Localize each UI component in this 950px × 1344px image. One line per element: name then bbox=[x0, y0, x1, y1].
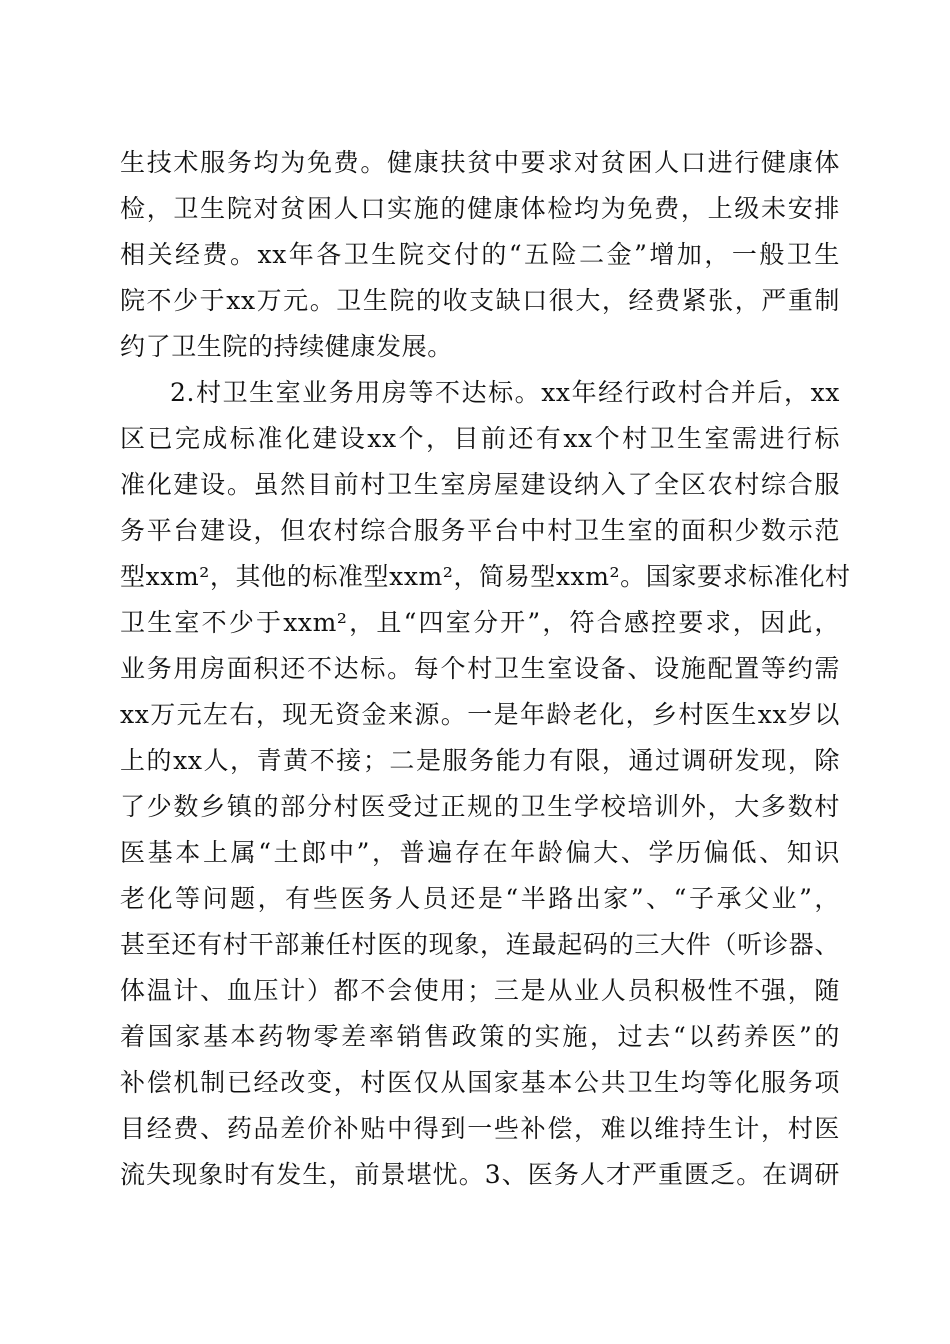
text-line: 医基本上属“土郎中”，普遍存在年龄偏大、学历偏低、知识 bbox=[120, 838, 840, 867]
text-line: 着国家基本药物零差率销售政策的实施，过去“以药养医”的 bbox=[120, 1022, 840, 1051]
text-line: xx万元左右，现无资金来源。一是年龄老化，乡村医生xx岁以 bbox=[120, 700, 840, 729]
text-line: 区已完成标准化建设xx个，目前还有xx个村卫生室需进行标 bbox=[120, 424, 840, 453]
text-line: 补偿机制已经改变，村医仅从国家基本公共卫生均等化服务项 bbox=[120, 1068, 840, 1097]
text-line: 体温计、血压计）都不会使用；三是从业人员积极性不强，随 bbox=[120, 976, 840, 1005]
body-text bbox=[120, 140, 851, 1198]
text-line: 准化建设。虽然目前村卫生室房屋建设纳入了全区农村综合服 bbox=[120, 470, 840, 499]
text-line: 生技术服务均为免费。健康扶贫中要求对贫困人口进行健康体 bbox=[120, 148, 840, 177]
text-line: 型xxm²，其他的标准型xxm²，简易型xxm²。国家要求标准化村 bbox=[120, 562, 851, 591]
text-line: 目经费、药品差价补贴中得到一些补偿，难以维持生计，村医 bbox=[120, 1114, 840, 1143]
text-line: 流失现象时有发生，前景堪忧。3、医务人才严重匮乏。在调研 bbox=[120, 1160, 840, 1189]
text-line: 甚至还有村干部兼任村医的现象，连最起码的三大件（听诊器、 bbox=[120, 930, 840, 959]
text-line: 2.村卫生室业务用房等不达标。xx年经行政村合并后，xx bbox=[170, 378, 840, 407]
text-line: 务平台建设，但农村综合服务平台中村卫生室的面积少数示范 bbox=[120, 516, 840, 545]
text-line: 卫生室不少于xxm²，且“四室分开”，符合感控要求，因此， bbox=[120, 608, 840, 637]
text-line: 检，卫生院对贫困人口实施的健康体检均为免费，上级未安排 bbox=[120, 194, 840, 223]
text-line: 业务用房面积还不达标。每个村卫生室设备、设施配置等约需 bbox=[120, 654, 840, 683]
text-line: 上的xx人，青黄不接；二是服务能力有限，通过调研发现，除 bbox=[120, 746, 840, 775]
text-line: 院不少于xx万元。卫生院的收支缺口很大，经费紧张，严重制 bbox=[120, 286, 840, 315]
text-line: 老化等问题，有些医务人员还是“半路出家”、“子承父业”， bbox=[120, 884, 840, 913]
text-line: 约了卫生院的持续健康发展。 bbox=[120, 332, 453, 361]
text-line: 相关经费。xx年各卫生院交付的“五险二金”增加，一般卫生 bbox=[120, 240, 840, 269]
text-line: 了少数乡镇的部分村医受过正规的卫生学校培训外，大多数村 bbox=[120, 792, 840, 821]
